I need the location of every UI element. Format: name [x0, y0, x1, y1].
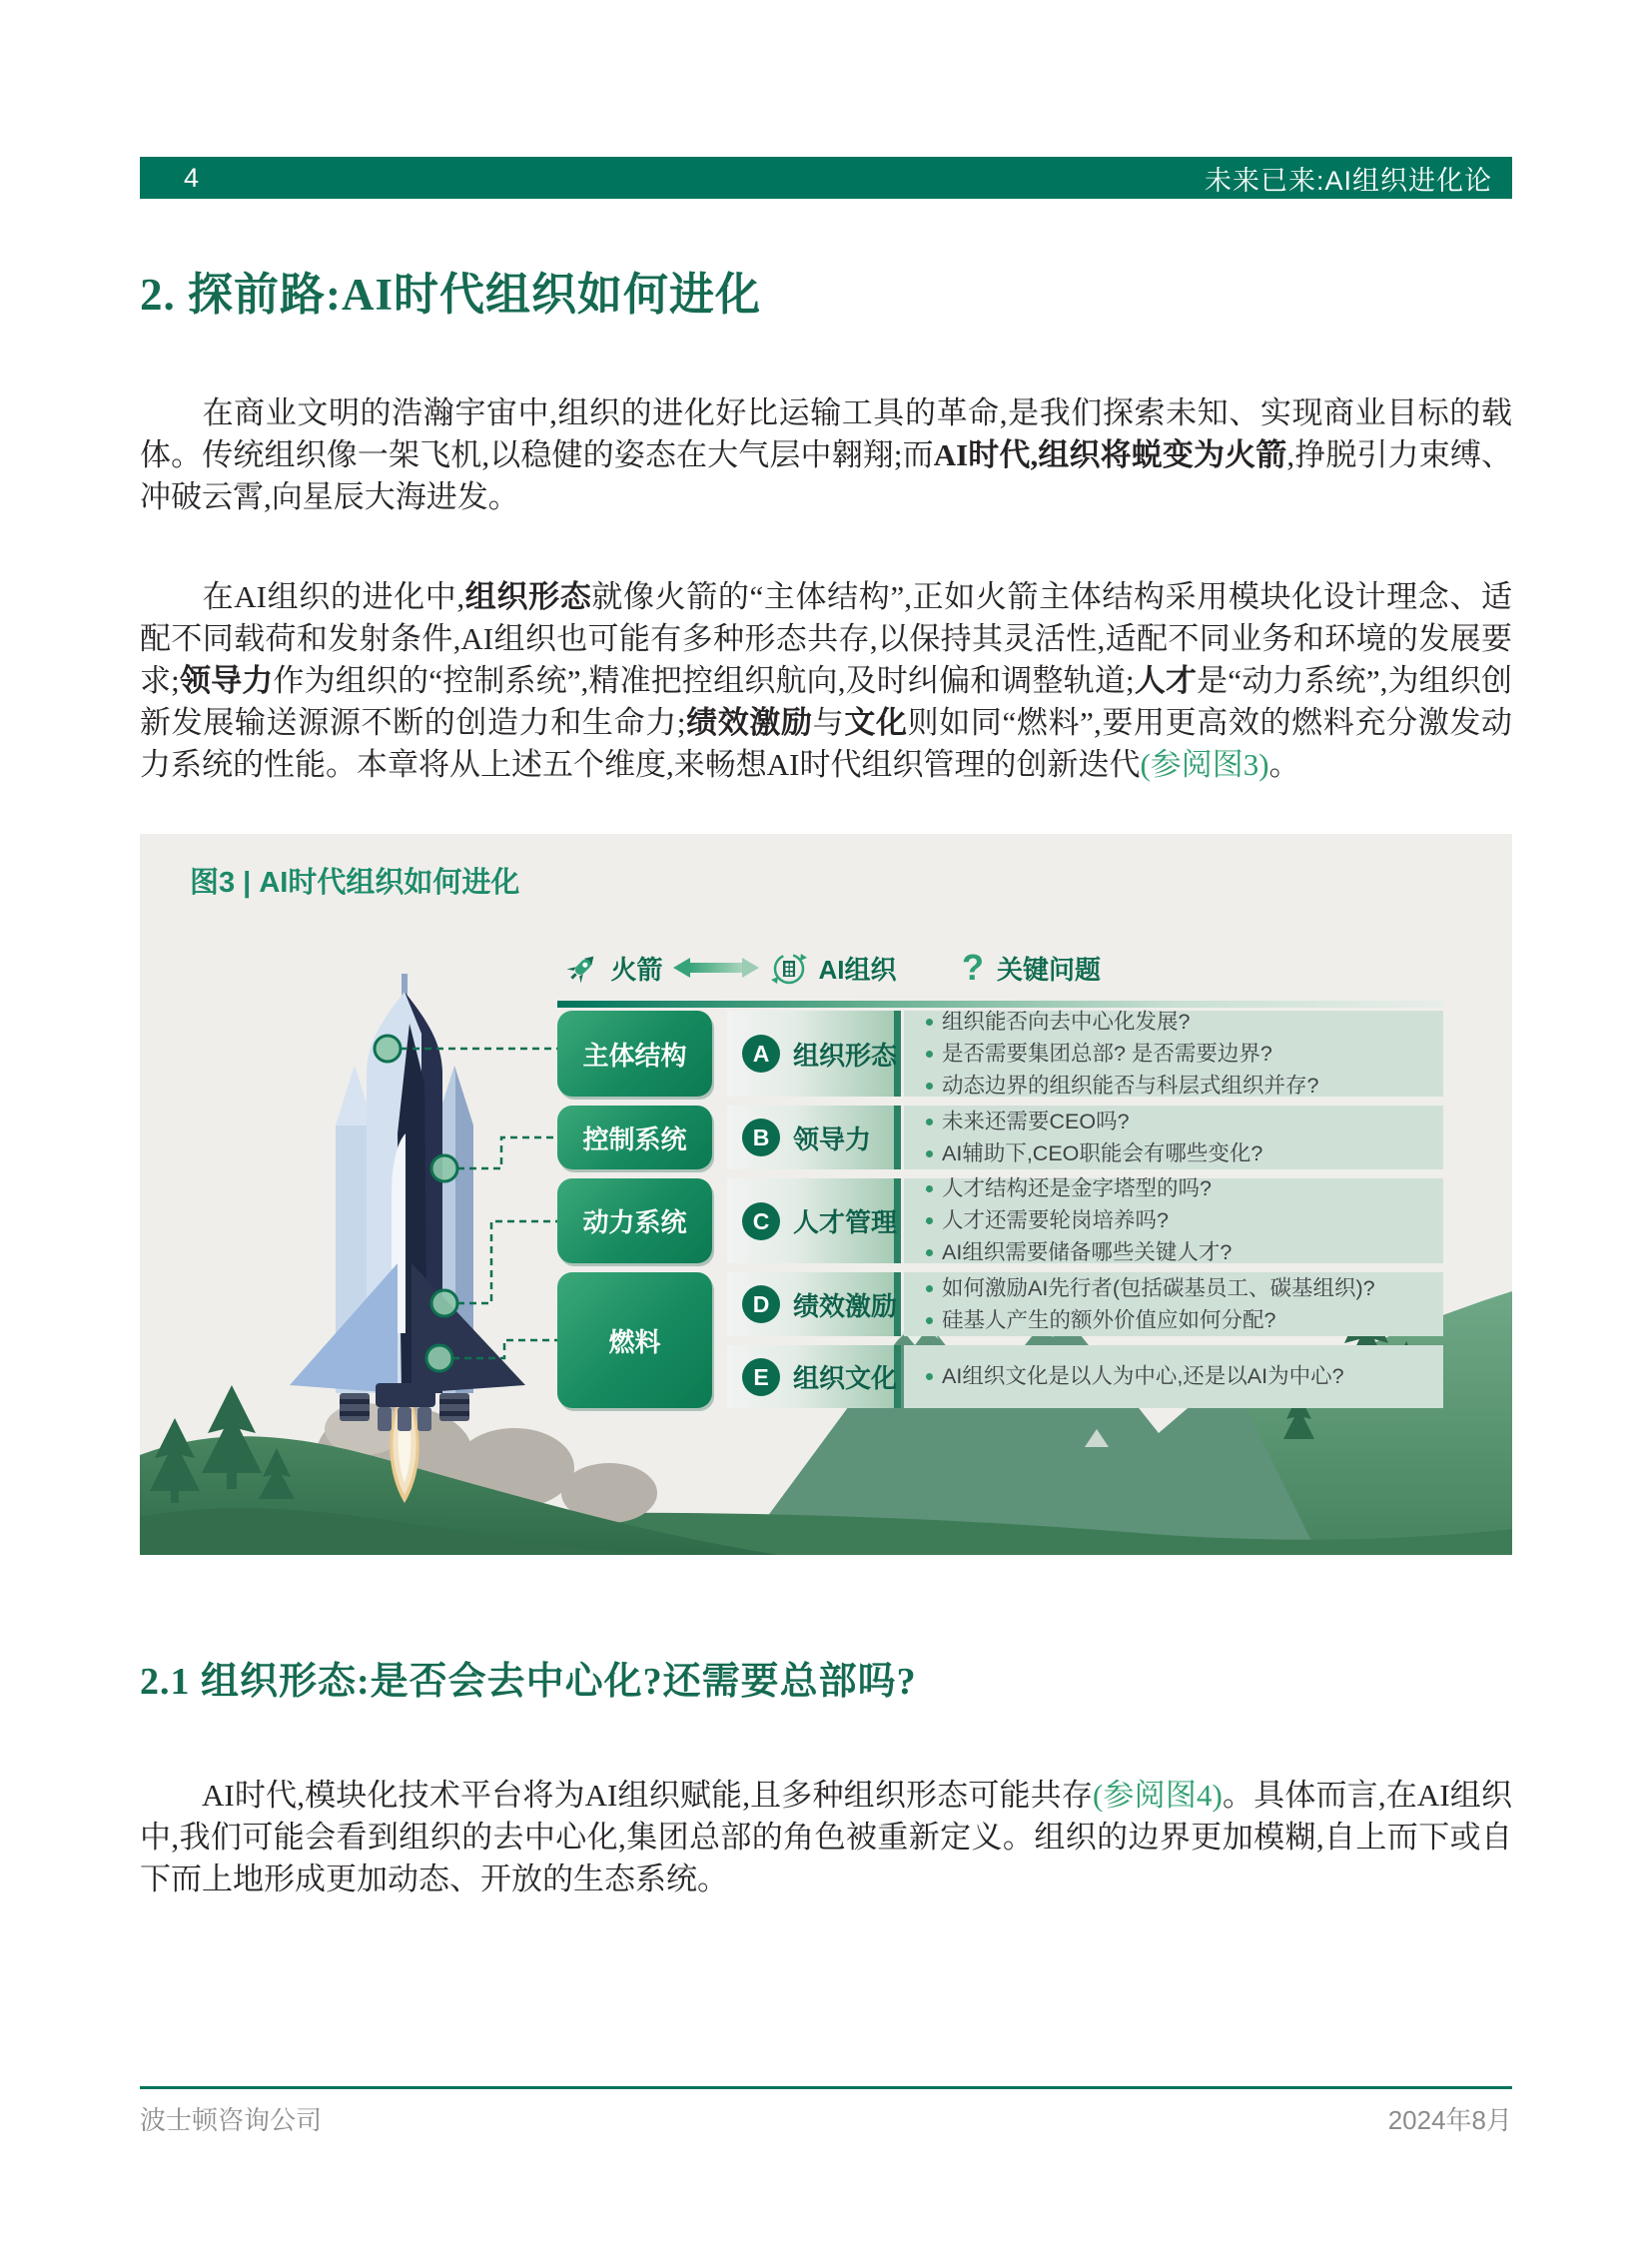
paragraph-3 — [140, 1775, 1512, 1900]
questions-panel-a — [904, 1011, 1443, 1097]
question-item: 硅基人产生的额外价值应如何分配? — [926, 1307, 1433, 1334]
paragraph-2 — [140, 576, 1512, 786]
rocket-illustration — [290, 974, 525, 1431]
question-mark-icon: ? — [962, 947, 984, 988]
paragraph-2-seg: 作为组织的“控制系统”,精准把控组织航向,及时纠偏和调整轨道; — [273, 663, 1135, 698]
letter-badge-a: A — [742, 1035, 780, 1073]
footer-company: 波士顿咨询公司 — [140, 2105, 323, 2135]
question-item: AI辅助下,CEO职能会有哪些变化? — [926, 1140, 1433, 1167]
letter-badge-c: C — [742, 1202, 780, 1240]
ai-organization-icon — [769, 948, 809, 988]
questions-panel-c — [904, 1178, 1443, 1263]
legend-divider-bar — [557, 1001, 1443, 1008]
dimension-label: 绩效激励 — [793, 1290, 898, 1321]
dimension-box-incentives — [727, 1272, 901, 1336]
question-item: 人才还需要轮岗培养吗? — [926, 1207, 1433, 1234]
page-header-bar — [140, 157, 1512, 199]
paragraph-3-seg: AI时代,模块化技术平台将为AI组织赋能,且多种组织形态可能共存 — [202, 1778, 1093, 1813]
dimension-label: 组织形态 — [793, 1040, 898, 1071]
section-heading: 2. 探前路:AI时代组织如何进化 — [140, 270, 761, 320]
dimension-box-leadership — [727, 1106, 901, 1169]
paragraph-1-text: 在商业文明的浩瀚宇宙中,组织的进化好比运输工具的革命,是我们探索未知、实现商业目标的载体。传统组织像一架飞机,以稳健的姿态在大气层中翱翔;而 — [140, 395, 1512, 472]
letter-badge-e: E — [742, 1358, 780, 1396]
question-item: 动态边界的组织能否与科层式组织并存? — [926, 1073, 1433, 1100]
paragraph-1-tail: ,挣脱引力束缚、冲破云霄,向星辰大海进发。 — [140, 437, 1513, 514]
footer-divider — [140, 2086, 1512, 2089]
page-number: 4 — [184, 162, 200, 193]
question-item: AI组织需要储备哪些关键人才? — [926, 1239, 1433, 1266]
dimension-box-org-form — [727, 1011, 901, 1097]
question-item: 未来还需要CEO吗? — [926, 1109, 1433, 1135]
legend-ai-org-label: AI组织 — [818, 954, 897, 985]
document-title: 未来已来:AI组织进化论 — [1204, 165, 1492, 196]
footer-date: 2024年8月 — [1387, 2105, 1512, 2135]
letter-badge-b: B — [742, 1119, 780, 1156]
question-item: 人才结构还是金字塔型的吗? — [926, 1175, 1433, 1202]
paragraph-2-bold: 领导力 — [179, 663, 274, 698]
subsection-heading: 2.1 组织形态:是否会去中心化?还需要总部吗? — [140, 1661, 917, 1703]
figure-title: 图3 | AI时代组织如何进化 — [190, 867, 520, 899]
figure3-reference-link[interactable]: (参阅图3) — [1140, 747, 1269, 782]
double-arrow-icon — [673, 955, 759, 981]
rocket-part-box-body: 主体结构 — [557, 1011, 712, 1097]
figure-3 — [140, 834, 1512, 1555]
paragraph-2-seg: 是“动力系统”,为组织创新发展输送源源不断的创造力和生命力; — [140, 663, 1512, 740]
rocket-part-box-power: 动力系统 — [557, 1178, 712, 1263]
dimension-label: 人才管理 — [793, 1207, 898, 1237]
paragraph-2-bold: 组织形态 — [464, 579, 592, 614]
paragraph-1 — [140, 392, 1512, 518]
rocket-part-box-control: 控制系统 — [557, 1106, 712, 1169]
legend-questions-group — [962, 947, 1101, 989]
questions-panel-e — [904, 1345, 1443, 1408]
paragraph-2-seg: 就像火箭的“主体结构”,正如火箭主体结构采用模块化设计理念、适配不同载荷和发射条件,AI组织也可能有多种形态共存,以保持其灵活性,适配不同业务和环境的发展要求; — [140, 579, 1512, 698]
paragraph-1-bold: AI时代,组织将蜕变为火箭 — [933, 437, 1287, 472]
rocket-icon — [564, 950, 600, 986]
legend-rocket-ai-group — [557, 948, 904, 988]
page-footer — [140, 2100, 1512, 2137]
paragraph-2-seg: 则如同“燃料”,要用更高效的燃料充分激发动力系统的性能。本章将从上述五个维度,来畅想AI时代组织管理的创新迭代 — [140, 705, 1512, 782]
paragraph-2-bold: 文化 — [844, 705, 908, 740]
dimension-label: 组织文化 — [793, 1363, 898, 1393]
question-item: 组织能否向去中心化发展? — [926, 1009, 1433, 1036]
question-item: AI组织文化是以人为中心,还是以AI为中心? — [926, 1363, 1433, 1390]
legend-questions-label: 关键问题 — [997, 954, 1102, 985]
question-item: 是否需要集团总部? 是否需要边界? — [926, 1041, 1433, 1068]
paragraph-2-seg: 与 — [812, 705, 845, 740]
paragraph-3-seg: 。具体而言,在AI组织中,我们可能会看到组织的去中心化,集团总部的角色被重新定义。组织的边界更加模糊,自上而下或自下而上地形成更加动态、开放的生态系统。 — [140, 1778, 1512, 1896]
paragraph-2-seg: 。 — [1268, 747, 1300, 782]
letter-badge-d: D — [742, 1285, 780, 1323]
questions-panel-b — [904, 1106, 1443, 1169]
paragraph-2-bold: 人才 — [1134, 663, 1198, 698]
figure-table — [557, 1011, 1443, 1408]
dimension-box-culture — [727, 1345, 901, 1408]
questions-panel-d — [904, 1272, 1443, 1336]
figure4-reference-link[interactable]: (参阅图4) — [1093, 1778, 1223, 1813]
dimension-box-talent — [727, 1178, 901, 1263]
question-item: 如何激励AI先行者(包括碳基员工、碳基组织)? — [926, 1275, 1433, 1302]
paragraph-2-seg: 在AI组织的进化中, — [202, 579, 465, 614]
figure-legend — [557, 940, 1443, 996]
rocket-part-box-fuel: 燃料 — [557, 1272, 712, 1408]
paragraph-2-bold: 绩效激励 — [685, 705, 813, 740]
dimension-label: 领导力 — [793, 1123, 872, 1154]
legend-rocket-label: 火箭 — [610, 954, 663, 985]
